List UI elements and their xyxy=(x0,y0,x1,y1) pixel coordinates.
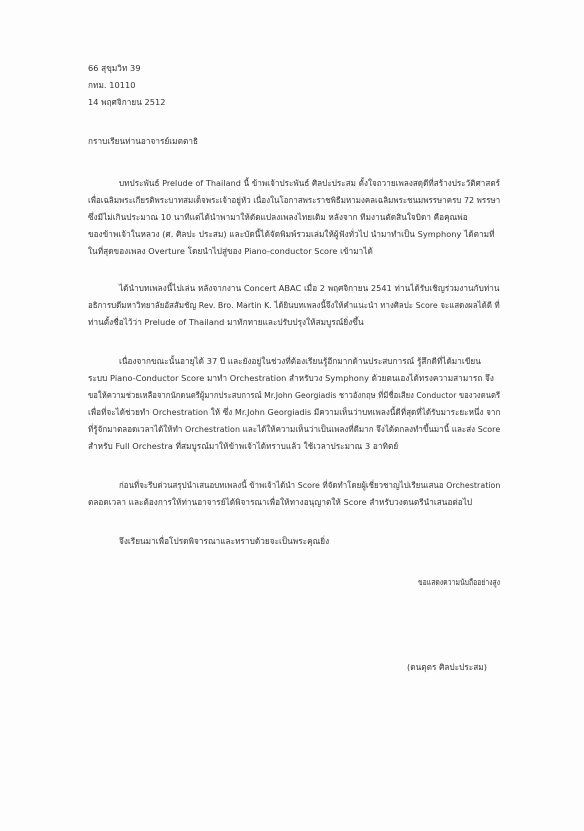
paragraph-line: เนื่องจากขณะนั้นอายุได้ 37 ปี และยังอยู่ในช่วงที่ต้องเรียนรู้อีกมากด้านประสบการณ์ รู้สึกดีที่ได้มาเขียน xyxy=(119,356,481,366)
paragraph-line: เพื่อที่จะได้ช่วยทำ Orchestration ให้ ซึ่ง Mr.John Georgiadis มีความเห็นว่าบทเพลงนี้ดีที่สุดที่ได้รับมาระยะหนึ่ง จาก xyxy=(88,407,501,417)
paragraph-line: ซึ่งมีไม่เกินประมาณ 10 นาทีแต่ได้นำพามาให้ดัดแปลงเพลงไทยเดิม หลังจาก ทีมงานตัดสินใจบิดา คือคุณพ่อ xyxy=(88,212,468,222)
paragraph-line: ขอให้ความช่วยเหลือจากนักดนตรีผู้มากประสบการณ์ Mr.John Georgiadis ชาวอังกฤษ ที่มีชื่อเสียง Conductor ของวงดนตรี xyxy=(88,390,501,400)
paragraph-line: ของข้าพเจ้าในหลวง (ศ. ศิลปะ ประสม) และบัดนี้ได้จัดพิมพ์รวมเล่มให้ผู้ฟังทั่วไป นำมาทำเป็น Symphony ได้ตามที่ xyxy=(88,229,495,239)
paragraph-line: ระบบ Piano-Conductor Score มาทำ Orchestration สำหรับวง Symphony ด้วยตนเองได้ทรงความสามารถ จึง xyxy=(88,373,494,383)
paragraph-line: ตลอดเวลา และต้องการให้ท่านอาจารย์ได้พิจารณาเพื่อให้ทางอนุญาตให้ Score สำหรับวงดนตรีนำเสนอต่อไป xyxy=(88,497,473,507)
paragraph-line: ในที่สุดของเพลง Overture โดยนำไปสู่ของ Piano-conductor Score เข้ามาได้ xyxy=(88,246,373,256)
paragraph-line: จึงเรียนมาเพื่อโปรดพิจารณาและทราบด้วยจะเป็นพระคุณยิ่ง xyxy=(119,536,330,546)
letter-date: 14 พฤศจิกายน 2512 xyxy=(88,97,166,107)
closing: ขอแสดงความนับถืออย่างสูง xyxy=(418,577,501,587)
paragraph-line: ได้นำบทเพลงนี้ไปเล่น หลังจากงาน Concert ABAC เมื่อ 2 พฤศจิกายน 2541 ท่านได้รับเชิญร่วมงานกับท่าน xyxy=(119,283,500,293)
address-line-1: 66 สุขุมวิท 39 xyxy=(88,63,141,73)
salutation: กราบเรียนท่านอาจารย์เมตตาธิ xyxy=(88,136,199,146)
paragraph-line: สำหรับ Full Orchestra ที่สมบูรณ์มาให้ข้าพเจ้าได้ทราบแล้ว ใช้เวลาประมาณ 3 อาทิตย์ xyxy=(88,441,399,451)
paragraph-line: ที่รู้จักมาตลอดเวลาได้ให้ทำ Orchestration และได้ให้ความเห็นว่าเป็นเพลงที่ดีมาก จึงได้ตกลงทำขึ้นมานี้ และส่ง Score xyxy=(88,424,501,434)
address-line-2: กทม. 10110 xyxy=(88,80,136,90)
paragraph-line: ท่านตั้งชื่อไว้ว่า Prelude of Thailand มาทักทายและปรับปรุงให้สมบูรณ์ยิ่งขึ้น xyxy=(88,317,364,327)
paragraph-line: ก่อนที่จะรีบด่วนสรุปนำเสนอบทเพลงนี้ ข้าพเจ้าได้นำ Score ที่จัดทำโดยผู้เชี่ยวชาญไปเรียนเสนอ Orchestration xyxy=(119,480,501,490)
paragraph-line: อธิการบดีมหาวิทยาลัยอัสสัมชัญ Rev. Bro. Martin K. ได้ยินบทเพลงนี้จึงให้คำแนะนำ ทางศิลปะ Score จะแสดงผลได้ดี ที่ xyxy=(88,300,500,310)
paragraph-line: เพื่อเฉลิมพระเกียรติพระบาทสมเด็จพระเจ้าอยู่หัว เนื่องในโอกาสพระราชพิธีมหามงคลเฉลิมพระชนมพรรษาครบ 72 พรรษา xyxy=(88,195,501,205)
signature-name: (ดนตุตร ศิลปะประสม) xyxy=(407,662,487,672)
paragraph-line: บทประพันธ์ Prelude of Thailand นี้ ข้าพเจ้าประพันธ์ ศิลปะประสม ตั้งใจถวายเพลงสดุดีที่สร้างประวัติศาสตร์ xyxy=(119,178,501,188)
